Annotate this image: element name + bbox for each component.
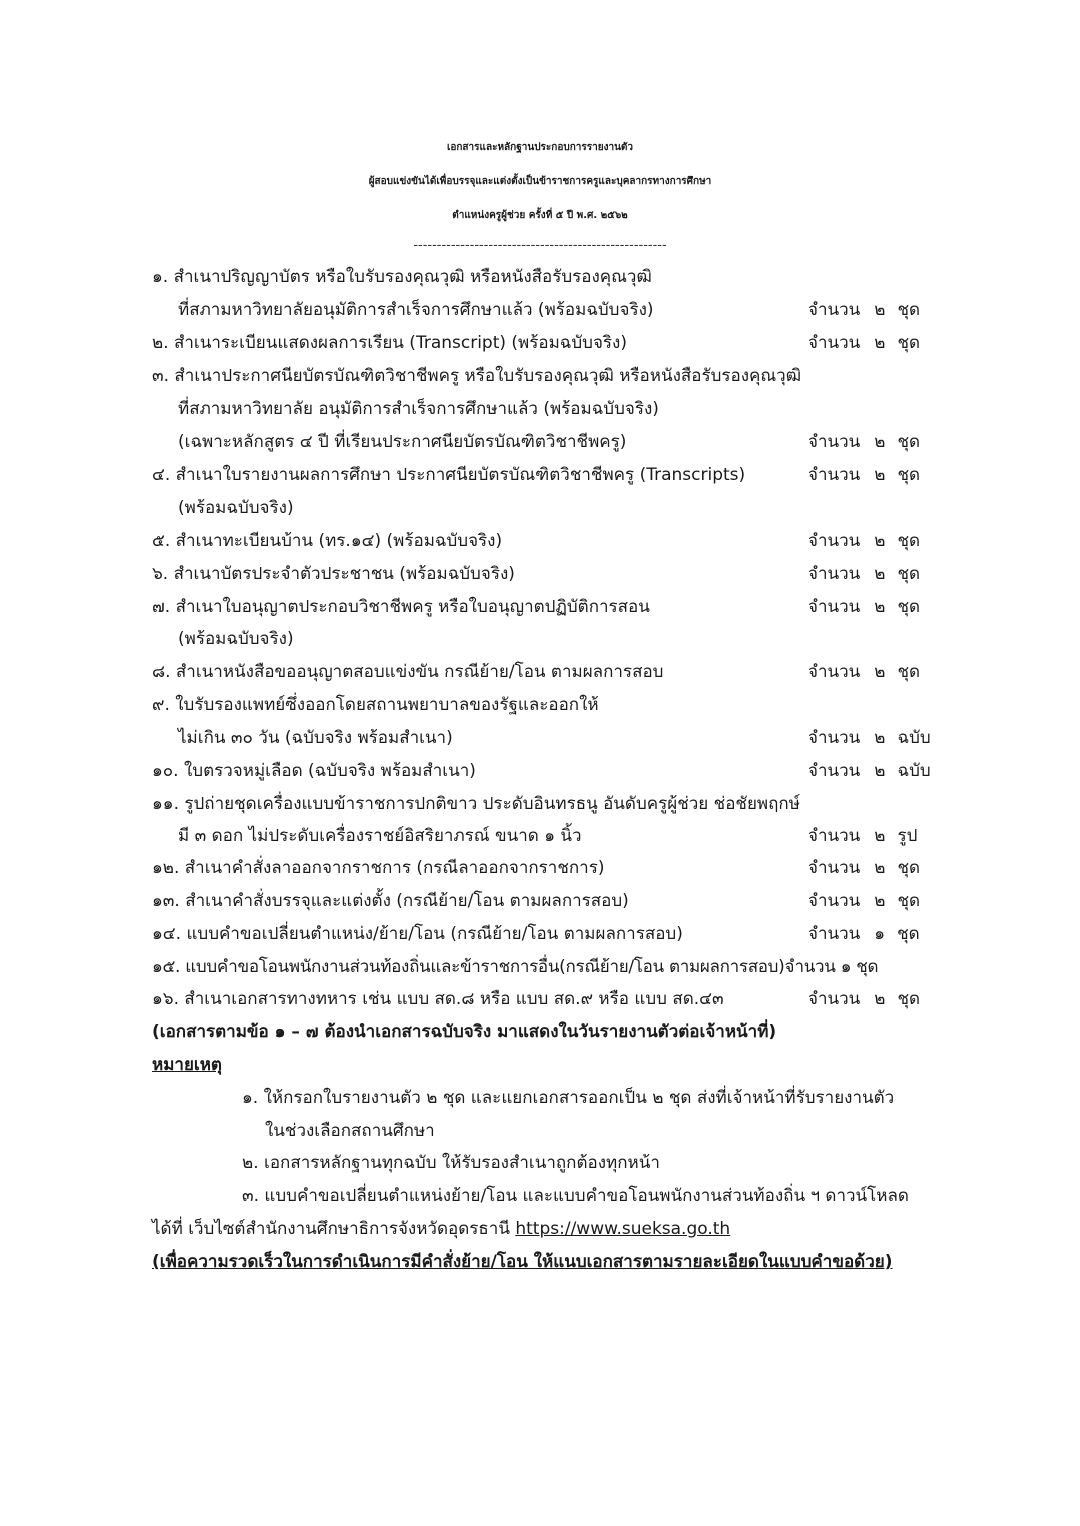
qty-number: ๑	[874, 924, 886, 944]
remark-1-line-a: ๑. ให้กรอกใบรายงานตัว ๒ ชุด และแยกเอกสารออกเป็น ๒ ชุด ส่งที่เจ้าหน้าที่รับรายงานตัว	[242, 1088, 895, 1108]
item-3-line-b: ที่สภามหาวิทยาลัย อนุมัติการสำเร็จการศึกษาแล้ว (พร้อมฉบับจริง)	[178, 399, 659, 419]
qty-item-3	[808, 430, 920, 454]
qty-number: ๒	[874, 826, 886, 846]
qty-unit: ชุด	[897, 465, 921, 485]
qty-number: ๒	[874, 858, 886, 878]
qty-item-10	[808, 759, 931, 783]
qty-item-14	[808, 922, 920, 946]
qty-label: จำนวน	[808, 531, 861, 551]
sueksa-website-link[interactable]: https://www.sueksa.go.th	[515, 1219, 731, 1239]
remarks-heading: หมายเหตุ	[152, 1055, 222, 1075]
item-9-line-b: ไม่เกิน ๓๐ วัน (ฉบับจริง พร้อมสำเนา)	[178, 728, 453, 748]
item-4-line-a: ๔. สำเนาใบรายงานผลการศึกษา ประกาศนียบัตรบัณฑิตวิชาชีพครู (Transcripts)	[152, 465, 746, 485]
qty-label: จำนวน	[808, 924, 861, 944]
item-3-line-a: ๓. สำเนาประกาศนียบัตรบัณฑิตวิชาชีพครู หรือใบรับรองคุณวุฒิ หรือหนังสือรับรองคุณวุฒิ	[152, 366, 802, 386]
item-6: ๖. สำเนาบัตรประจำตัวประชาชน (พร้อมฉบับจริง)	[152, 564, 515, 584]
qty-unit: ชุด	[897, 564, 921, 584]
qty-number: ๒	[874, 891, 886, 911]
qty-number: ๒	[874, 662, 886, 682]
qty-item-8	[808, 660, 920, 684]
qty-unit: ชุด	[897, 662, 921, 682]
remark-2: ๒. เอกสารหลักฐานทุกฉบับ ให้รับรองสำเนาถูกต้องทุกหน้า	[242, 1153, 660, 1173]
item-3-line-c: (เฉพาะหลักสูตร ๔ ปี ที่เรียนประกาศนียบัตรบัณฑิตวิชาชีพครู)	[178, 432, 627, 452]
qty-unit: ชุด	[897, 300, 921, 320]
qty-item-1	[808, 298, 920, 322]
qty-label: จำนวน	[808, 465, 861, 485]
qty-unit: ชุด	[897, 597, 921, 617]
remark-3-prefix: ได้ที่ เว็บไซต์สำนักงานศึกษาธิการจังหวัดอุดรธานี	[152, 1219, 510, 1239]
qty-number: ๒	[874, 728, 886, 748]
item-11-line-a: ๑๑. รูปถ่ายชุดเครื่องแบบข้าราชการปกติขาว ประดับอินทรธนู อันดับครูผู้ช่วย ช่อชัยพฤกษ์	[152, 794, 800, 814]
title-line-3: ตำแหน่งครูผู้ช่วย ครั้งที่ ๕ ปี พ.ศ. ๒๕๖๒	[452, 210, 628, 221]
qty-number: ๒	[874, 465, 886, 485]
qty-number: ๒	[874, 597, 886, 617]
qty-item-16	[808, 987, 920, 1011]
qty-label: จำนวน	[808, 858, 861, 878]
qty-unit: ฉบับ	[897, 728, 931, 748]
item-11-line-b: มี ๓ ดอก ไม่ประดับเครื่องราชย์อิสริยาภรณ์ ขนาด ๑ นิ้ว	[178, 826, 582, 846]
qty-unit: ชุด	[897, 989, 921, 1009]
qty-label: จำนวน	[808, 662, 861, 682]
item-12: ๑๒. สำเนาคำสั่งลาออกจากราชการ (กรณีลาออกจากราชการ)	[152, 858, 605, 878]
item-8: ๘. สำเนาหนังสือขออนุญาตสอบแข่งขัน กรณีย้าย/โอน ตามผลการสอบ	[152, 662, 664, 682]
qty-number: ๒	[874, 300, 886, 320]
qty-label: จำนวน	[808, 597, 861, 617]
qty-label: จำนวน	[808, 564, 861, 584]
remark-3-line-a: ๓. แบบคำขอเปลี่ยนตำแหน่งย้าย/โอน และแบบคำขอโอนพนักงานส่วนท้องถิ่น ฯ ดาวน์โหลด	[242, 1186, 909, 1206]
qty-label: จำนวน	[808, 300, 861, 320]
original-documents-note: (เอกสารตามข้อ ๑ – ๗ ต้องนำเอกสารฉบับจริง มาแสดงในวันรายงานตัวต่อเจ้าหน้าที่)	[152, 1022, 777, 1042]
qty-unit: ชุด	[897, 531, 921, 551]
remark-1-line-b: ในช่วงเลือกสถานศึกษา	[265, 1121, 435, 1141]
qty-label: จำนวน	[808, 728, 861, 748]
item-15: ๑๕. แบบคำขอโอนพนักงานส่วนท้องถิ่นและข้าราชการอื่น(กรณีย้าย/โอน ตามผลการสอบ)จำนวน ๑ ชุด	[152, 957, 879, 977]
qty-number: ๒	[874, 564, 886, 584]
qty-number: ๒	[874, 432, 886, 452]
item-16: ๑๖. สำเนาเอกสารทางทหาร เช่น แบบ สด.๘ หรือ แบบ สด.๙ หรือ แบบ สด.๔๓	[152, 989, 724, 1009]
qty-label: จำนวน	[808, 333, 861, 353]
qty-item-2	[808, 331, 920, 355]
item-10: ๑๐. ใบตรวจหมู่เลือด (ฉบับจริง พร้อมสำเนา)	[152, 761, 476, 781]
qty-label: จำนวน	[808, 891, 861, 911]
qty-number: ๒	[874, 531, 886, 551]
item-7-line-b: (พร้อมฉบับจริง)	[178, 629, 294, 649]
item-13: ๑๓. สำเนาคำสั่งบรรจุและแต่งตั้ง (กรณีย้าย/โอน ตามผลการสอบ)	[152, 891, 629, 911]
qty-unit: ชุด	[897, 924, 920, 944]
qty-number: ๒	[874, 989, 886, 1009]
qty-label: จำนวน	[808, 826, 861, 846]
qty-unit: ชุด	[897, 891, 921, 911]
qty-item-13	[808, 889, 920, 913]
item-2: ๒. สำเนาระเบียนแสดงผลการเรียน (Transcript) (พร้อมฉบับจริง)	[152, 333, 627, 353]
qty-item-12	[808, 856, 920, 880]
qty-item-7	[808, 595, 920, 619]
divider: ------------------------------------------------------	[413, 238, 667, 253]
qty-item-5	[808, 529, 920, 553]
qty-number: ๒	[874, 333, 886, 353]
qty-unit: ชุด	[897, 333, 921, 353]
remark-3-line-b	[152, 1217, 730, 1241]
item-1-line-b: ที่สภามหาวิทยาลัยอนุมัติการสำเร็จการศึกษาแล้ว (พร้อมฉบับจริง)	[178, 300, 654, 320]
qty-unit: ฉบับ	[897, 761, 931, 781]
item-14: ๑๔. แบบคำขอเปลี่ยนตำแหน่ง/ย้าย/โอน (กรณีย้าย/โอน ตามผลการสอบ)	[152, 924, 683, 944]
qty-number: ๒	[874, 761, 886, 781]
qty-unit: ชุด	[897, 858, 921, 878]
qty-item-6	[808, 562, 920, 586]
item-9-line-a: ๙. ใบรับรองแพทย์ซึ่งออกโดยสถานพยาบาลของรัฐและออกให้	[152, 695, 599, 715]
item-4-line-b: (พร้อมฉบับจริง)	[178, 498, 294, 518]
item-1-line-a: ๑. สำเนาปริญญาบัตร หรือใบรับรองคุณวุฒิ หรือหนังสือรับรองคุณวุฒิ	[152, 267, 652, 287]
qty-item-11	[808, 824, 917, 848]
qty-unit: รูป	[897, 826, 918, 846]
title-line-1: เอกสารและหลักฐานประกอบการรายงานตัว	[446, 142, 634, 153]
item-5: ๕. สำเนาทะเบียนบ้าน (ทร.๑๔) (พร้อมฉบับจริง)	[152, 531, 503, 551]
qty-item-4	[808, 463, 920, 487]
item-7-line-a: ๗. สำเนาใบอนุญาตประกอบวิชาชีพครู หรือใบอนุญาตปฏิบัติการสอน	[152, 597, 650, 617]
qty-unit: ชุด	[897, 432, 921, 452]
qty-label: จำนวน	[808, 989, 861, 1009]
footer-note: (เพื่อความรวดเร็วในการดำเนินการมีคำสั่งย้าย/โอน ให้แนบเอกสารตามรายละเอียดในแบบคำขอด้วย)	[152, 1252, 893, 1272]
qty-label: จำนวน	[808, 761, 861, 781]
qty-item-9	[808, 726, 931, 750]
qty-label: จำนวน	[808, 432, 861, 452]
title-line-2: ผู้สอบแข่งขันได้เพื่อบรรจุและแต่งตั้งเป็นข้าราชการครูและบุคลากรทางการศึกษา	[368, 176, 712, 187]
